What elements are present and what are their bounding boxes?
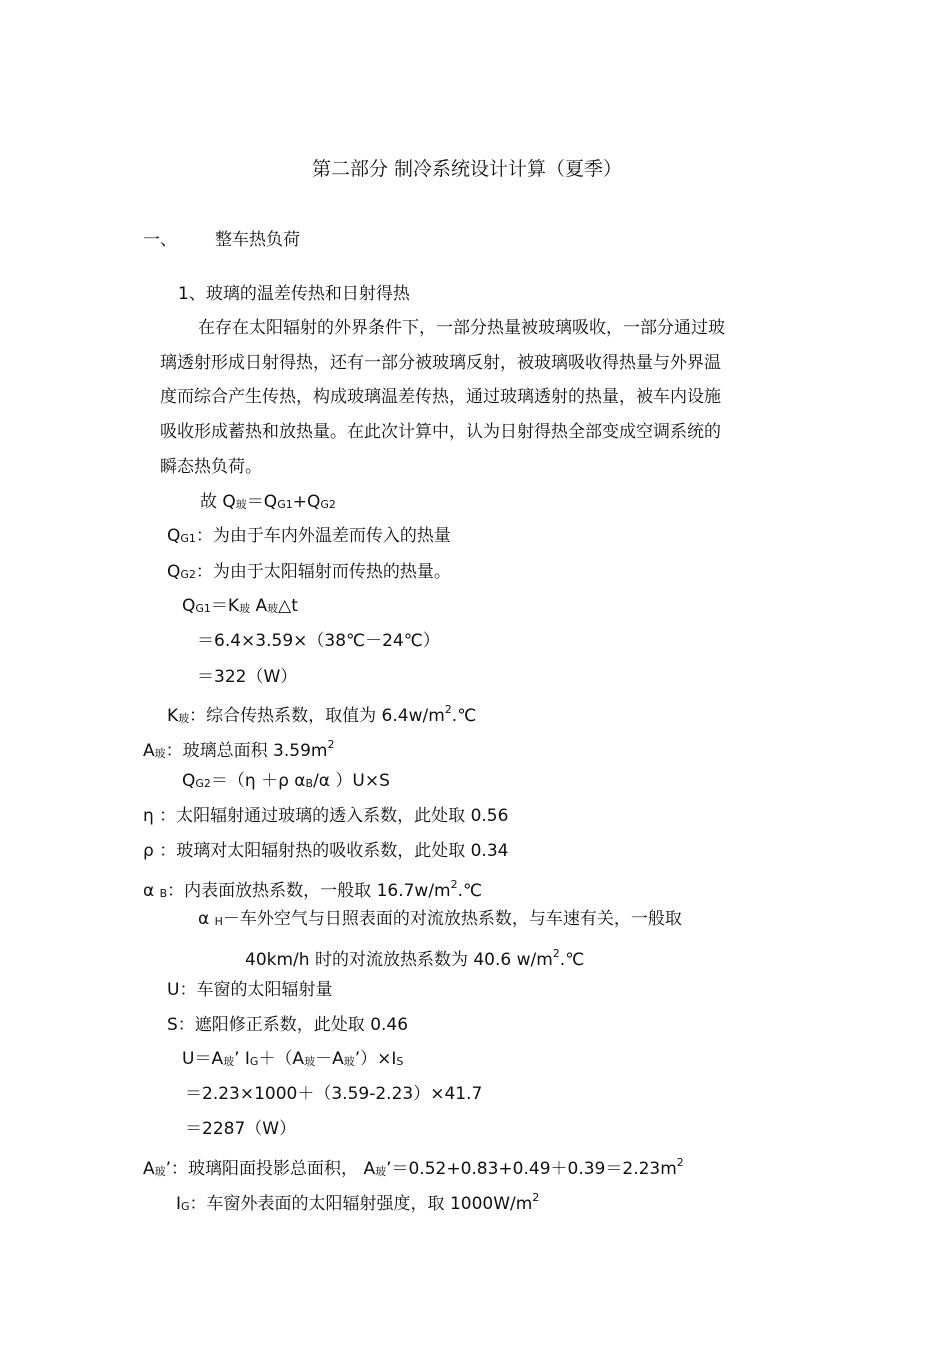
formula-text: △t	[278, 596, 298, 616]
formula-text: 故 Q	[200, 492, 236, 512]
unit-superscript: 2	[676, 1156, 684, 1169]
definition-text: ：车窗外表面的太阳辐射强度，取 1000W/m	[189, 1194, 533, 1214]
formula-subscript: B	[305, 777, 314, 790]
definition-text: 40km/h 时的对流放热系数为 40.6 w/m	[245, 950, 553, 970]
definition-u: U：车窗的太阳辐射量	[167, 980, 333, 1000]
definition-ig	[176, 1187, 539, 1218]
symbol-subscript: 玻	[178, 712, 190, 725]
definition-text: ’：玻璃阳面投影总面积， A	[165, 1159, 376, 1179]
section-heading: 整车热负荷	[215, 230, 300, 250]
symbol-subscript: G1	[180, 532, 196, 545]
paragraph-line: 瞬态热负荷。	[160, 457, 262, 477]
formula-text: ＝（η ＋ρ α	[210, 771, 306, 791]
unit-text: .℃	[559, 950, 585, 970]
paragraph-line: 吸收形成蓄热和放热量。在此次计算中，认为日射得热全部变成空调系统的	[160, 422, 721, 442]
symbol: α	[198, 909, 215, 929]
formula-subscript: 玻	[223, 1055, 235, 1068]
definition-qg1	[167, 525, 451, 550]
equation-step: ＝6.4×3.59×（38℃－24℃）	[197, 631, 440, 651]
definition-qg2	[167, 561, 451, 586]
definition-text: ：内表面放热系数，一般取 16.7w/m	[167, 881, 451, 901]
definition-alpha-b	[143, 874, 482, 905]
definition-text: ：玻璃总面积 3.59m	[165, 741, 328, 761]
paragraph-line: 度而综合产生传热，构成玻璃温差传热，通过玻璃透射的热量，被车内设施	[160, 387, 721, 407]
definition-alpha-h	[198, 908, 682, 933]
definition-text: ：为由于车内外温差而传入的热量	[195, 526, 451, 546]
subsection-heading: 1、玻璃的温差传热和日射得热	[178, 284, 410, 304]
paragraph-line: 璃透射形成日射得热，还有一部分被玻璃反射，被玻璃吸收得热量与外界温	[160, 353, 721, 373]
formula-subscript: G2	[195, 777, 211, 790]
formula-text: －A	[315, 1049, 344, 1069]
formula-subscript: 玻	[343, 1055, 355, 1068]
symbol: A	[143, 1159, 155, 1179]
page-title: 第二部分 制冷系统设计计算（夏季）	[312, 158, 623, 180]
symbol: K	[167, 706, 179, 726]
definition-alpha-h-continued	[245, 943, 584, 971]
equation-result: ＝2287（W）	[185, 1119, 297, 1139]
definition-text: ’＝0.52+0.83+0.49＋0.39＝2.23m	[386, 1159, 677, 1179]
symbol: I	[176, 1194, 182, 1214]
paragraph-line: 在存在太阳辐射的外界条件下，一部分热量被玻璃吸收，一部分通过玻	[198, 318, 725, 338]
formula-text: Q	[182, 596, 196, 616]
unit-text: .℃	[457, 881, 483, 901]
formula-subscript: 玻	[267, 602, 279, 615]
unit-superscript: 2	[450, 878, 458, 891]
formula-text: ＝K	[210, 596, 240, 616]
definition-text: ：为由于太阳辐射而传热的热量。	[195, 562, 451, 582]
symbol-subscript: G2	[180, 568, 196, 581]
symbol-subscript: 玻	[154, 747, 166, 760]
formula-subscript: 玻	[304, 1055, 316, 1068]
equation-qg2	[182, 770, 390, 795]
formula-text: ＝Q	[246, 492, 278, 512]
definition-a	[143, 734, 334, 765]
formula-subscript: G1	[277, 498, 293, 511]
unit-superscript: 2	[552, 947, 560, 960]
equation-qg1	[182, 595, 298, 620]
definition-text: ：综合传热系数，取值为 6.4w/m	[189, 706, 445, 726]
unit-superscript: 2	[532, 1191, 540, 1204]
formula-subscript: S	[396, 1055, 404, 1068]
definition-text: －车外空气与日照表面的对流放热系数，与车速有关，一般取	[222, 909, 682, 929]
unit-text: .℃	[451, 706, 477, 726]
formula-total	[200, 491, 336, 516]
formula-subscript: 玻	[235, 498, 247, 511]
symbol-subscript: G	[181, 1200, 190, 1213]
unit-superscript: 2	[444, 703, 452, 716]
equation-u	[182, 1048, 403, 1073]
symbol-subscript: 玻	[154, 1165, 166, 1178]
symbol: Q	[167, 562, 181, 582]
formula-subscript: 玻	[239, 602, 251, 615]
formula-text: A	[250, 596, 268, 616]
symbol: Q	[167, 526, 181, 546]
symbol-subscript: H	[214, 915, 223, 928]
unit-superscript: 2	[327, 738, 335, 751]
definition-s: S：遮阳修正系数，此处取 0.46	[167, 1015, 409, 1035]
symbol: α	[143, 881, 160, 901]
formula-text: U＝A	[182, 1049, 224, 1069]
formula-subscript: G1	[195, 602, 211, 615]
formula-subscript: G	[249, 1055, 259, 1068]
formula-text: +Q	[292, 492, 321, 512]
formula-text: ＋（A	[258, 1049, 305, 1069]
equation-result: ＝322（W）	[197, 667, 298, 687]
symbol-subscript: 玻	[375, 1165, 387, 1178]
formula-text: /α ）U×S	[313, 771, 390, 791]
formula-text: ’）×I	[354, 1049, 397, 1069]
formula-text: ’ I	[234, 1049, 250, 1069]
definition-a-prime	[143, 1152, 684, 1183]
symbol: A	[143, 741, 155, 761]
symbol-subscript: B	[159, 887, 168, 900]
section-number: 一、	[143, 230, 177, 250]
definition-eta: η ：太阳辐射通过玻璃的透入系数，此处取 0.56	[143, 806, 509, 826]
formula-subscript: G2	[320, 498, 336, 511]
formula-text: Q	[182, 771, 196, 791]
equation-step: ＝2.23×1000＋（3.59-2.23）×41.7	[185, 1084, 483, 1104]
definition-rho: ρ ：玻璃对太阳辐射热的吸收系数，此处取 0.34	[143, 841, 509, 861]
definition-k	[167, 699, 476, 730]
